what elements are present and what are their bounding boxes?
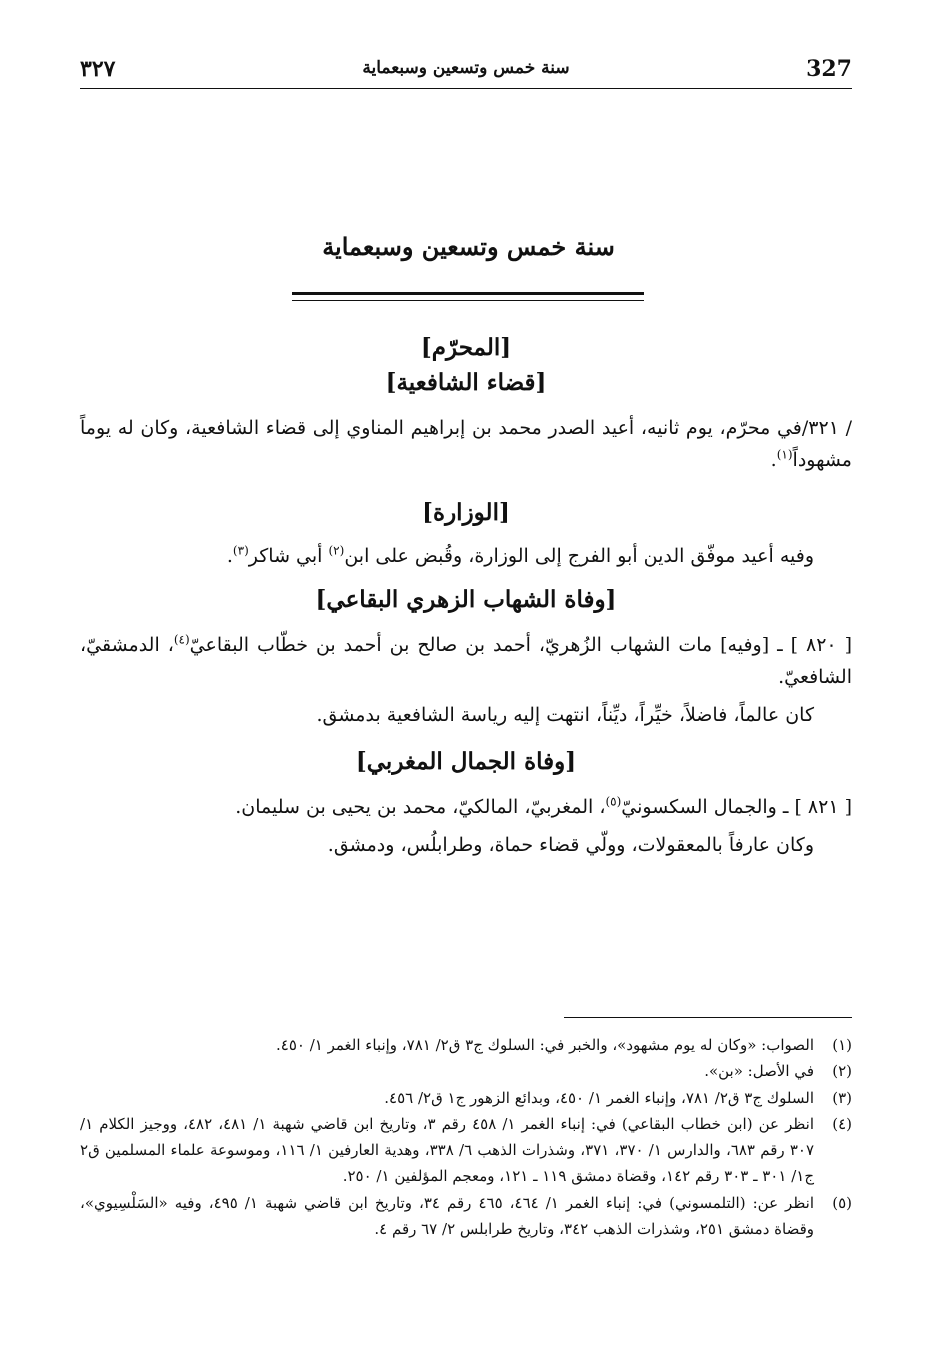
section-heading-shafii-judgeship: [قضاء الشافعية] (385, 369, 547, 396)
paragraph-text-b: ، المغربيّ، المالكيّ، محمد بن يحيى بن سليمان. (235, 795, 606, 818)
paragraph-text-a: [ ٨٢٠ ] ـ [وفيه] مات الشهاب الزُهريّ، أحمد بن صالح بن أحمد بن خطّاب البقاعيّ (189, 633, 852, 656)
footnote-number: (٥) (832, 1193, 852, 1212)
paragraph-judgeship (80, 412, 852, 477)
section-heading-vizierate: [الوزارة] (422, 498, 510, 526)
page-number-eastern: ٣٢٧ (80, 56, 116, 82)
section-heading-death-jamal: [وفاة الجمال المغربي] (355, 747, 577, 775)
footnote-ref-2[interactable]: (٢) (328, 543, 345, 558)
footnote-number: (٣) (832, 1088, 852, 1107)
paragraph-text-b: ، الدمشقيّ، الشافعيّ. (80, 633, 852, 689)
footnote-2 (80, 1058, 852, 1084)
paragraph-text-a: وفيه أعيد موفّق الدين أبو الفرج إلى الوزارة، وقُبض على ابن (344, 544, 814, 567)
footnotes (80, 1032, 852, 1242)
footnote-number: (١) (832, 1036, 852, 1054)
footnote-ref-4[interactable]: (٤) (173, 632, 190, 647)
footnote-5 (80, 1190, 852, 1243)
footnote-ref-5[interactable]: (٥) (605, 794, 622, 809)
paragraph-entry-821 (80, 791, 852, 823)
footnote-ref-1[interactable]: (١) (776, 447, 793, 462)
footnote-text: انظر عن (ابن خطاب البقاعي) في: إنباء الغمر ١/ ٤٥٨ رقم ٣، وتاريخ ابن قاضي شهبة ١/ ٤٨١، ٤٨٢، ووجيز الكلام ١/ ٣٠٧ رقم ٦٨٣، والدارس ١/ ٣٧٠، ٣٧١، وشذرات الذهب ٦/ ٣٣٨، وهدية العارفين ١/ ١١٦، وموسوعة علماء المسلمين ق٢ ج١/ ٣٠١ ـ ٣٠٣ رقم ١٤٢، وقضاة دمشق ١١٩ ـ ١٢١، ومعجم المؤلفين ١/ ٢٥٠. (80, 1114, 815, 1186)
paragraph-shihab-description: كان عالماً، فاضلاً، خيِّراً، ديِّناً، انتهت إليه رياسة الشافعية بدمشق. (316, 704, 814, 727)
footnote-text: انظر عن: (التلمسوني) في: إنباء الغمر ١/ ٤٦٤، ٤٦٥ رقم ٣٤، وتاريخ ابن قاضي شهبة ١/ ٤٩٥، وفيه «السَلْسِيوي»، وقضاة دمشق ٢٥١، وشذرات الذهب ٣٤٢، وتاريخ طرابلس ٢/ ٦٧ رقم ٤. (80, 1193, 814, 1238)
paragraph-entry-820 (80, 629, 852, 694)
thick-rule (292, 292, 644, 295)
footnote-number: (٢) (832, 1062, 852, 1081)
footnote-4 (80, 1111, 852, 1190)
thin-rule (292, 300, 644, 301)
running-header (80, 56, 852, 86)
title-double-rule (292, 292, 644, 301)
footnote-number: (٤) (832, 1114, 852, 1133)
footnote-text: السلوك ج٣ ق٢/ ٧٨١، وإنباء الغمر ١/ ٤٥٠، وبدائع الزهور ج١ ق٢/ ٤٥٦. (384, 1088, 814, 1107)
paragraph-text-a: [ ٨٢١ ] ـ والجمال السكسونيّ (621, 795, 852, 818)
paragraph-text: / ٣٢١/في محرّم، يوم ثانيه، أعيد الصدر محمد بن إبراهيم المناوي إلى قضاء الشافعية، وكان له يوماً مشهوداً (80, 417, 852, 472)
footnote-1 (80, 1032, 852, 1058)
section-heading-death-shihab: [وفاة الشهاب الزهري البقاعي] (315, 585, 617, 613)
paragraph-end: . (226, 544, 233, 567)
footnote-ref-3[interactable]: (٣) (232, 543, 249, 558)
header-rule (80, 88, 852, 89)
paragraph-text-b: أبي شاكر (248, 544, 329, 567)
paragraph-vizierate (80, 540, 852, 572)
footnote-text: الصواب: «وكان له يوم مشهود»، والخبر في: السلوك ج٣ ق٢/ ٧٨١، وإنباء الغمر ١/ ٤٥٠. (276, 1036, 814, 1054)
footnote-separator (564, 1017, 852, 1018)
paragraph-end: . (770, 449, 777, 472)
chapter-title: سنة خمس وتسعين وسبعماية (322, 232, 615, 261)
footnote-3 (80, 1085, 852, 1111)
running-title: سنة خمس وتسعين وسبعماية (362, 58, 570, 78)
main-text (80, 334, 852, 861)
section-heading-muharram: [المحرّم] (420, 334, 512, 361)
footnote-text: في الأصل: «بن». (704, 1062, 814, 1081)
page-number-western: 327 (806, 56, 852, 82)
paragraph-jamal-description: وكان عارفاً بالمعقولات، وولّي قضاء حماة، وطرابلُس، ودمشق. (327, 834, 814, 857)
